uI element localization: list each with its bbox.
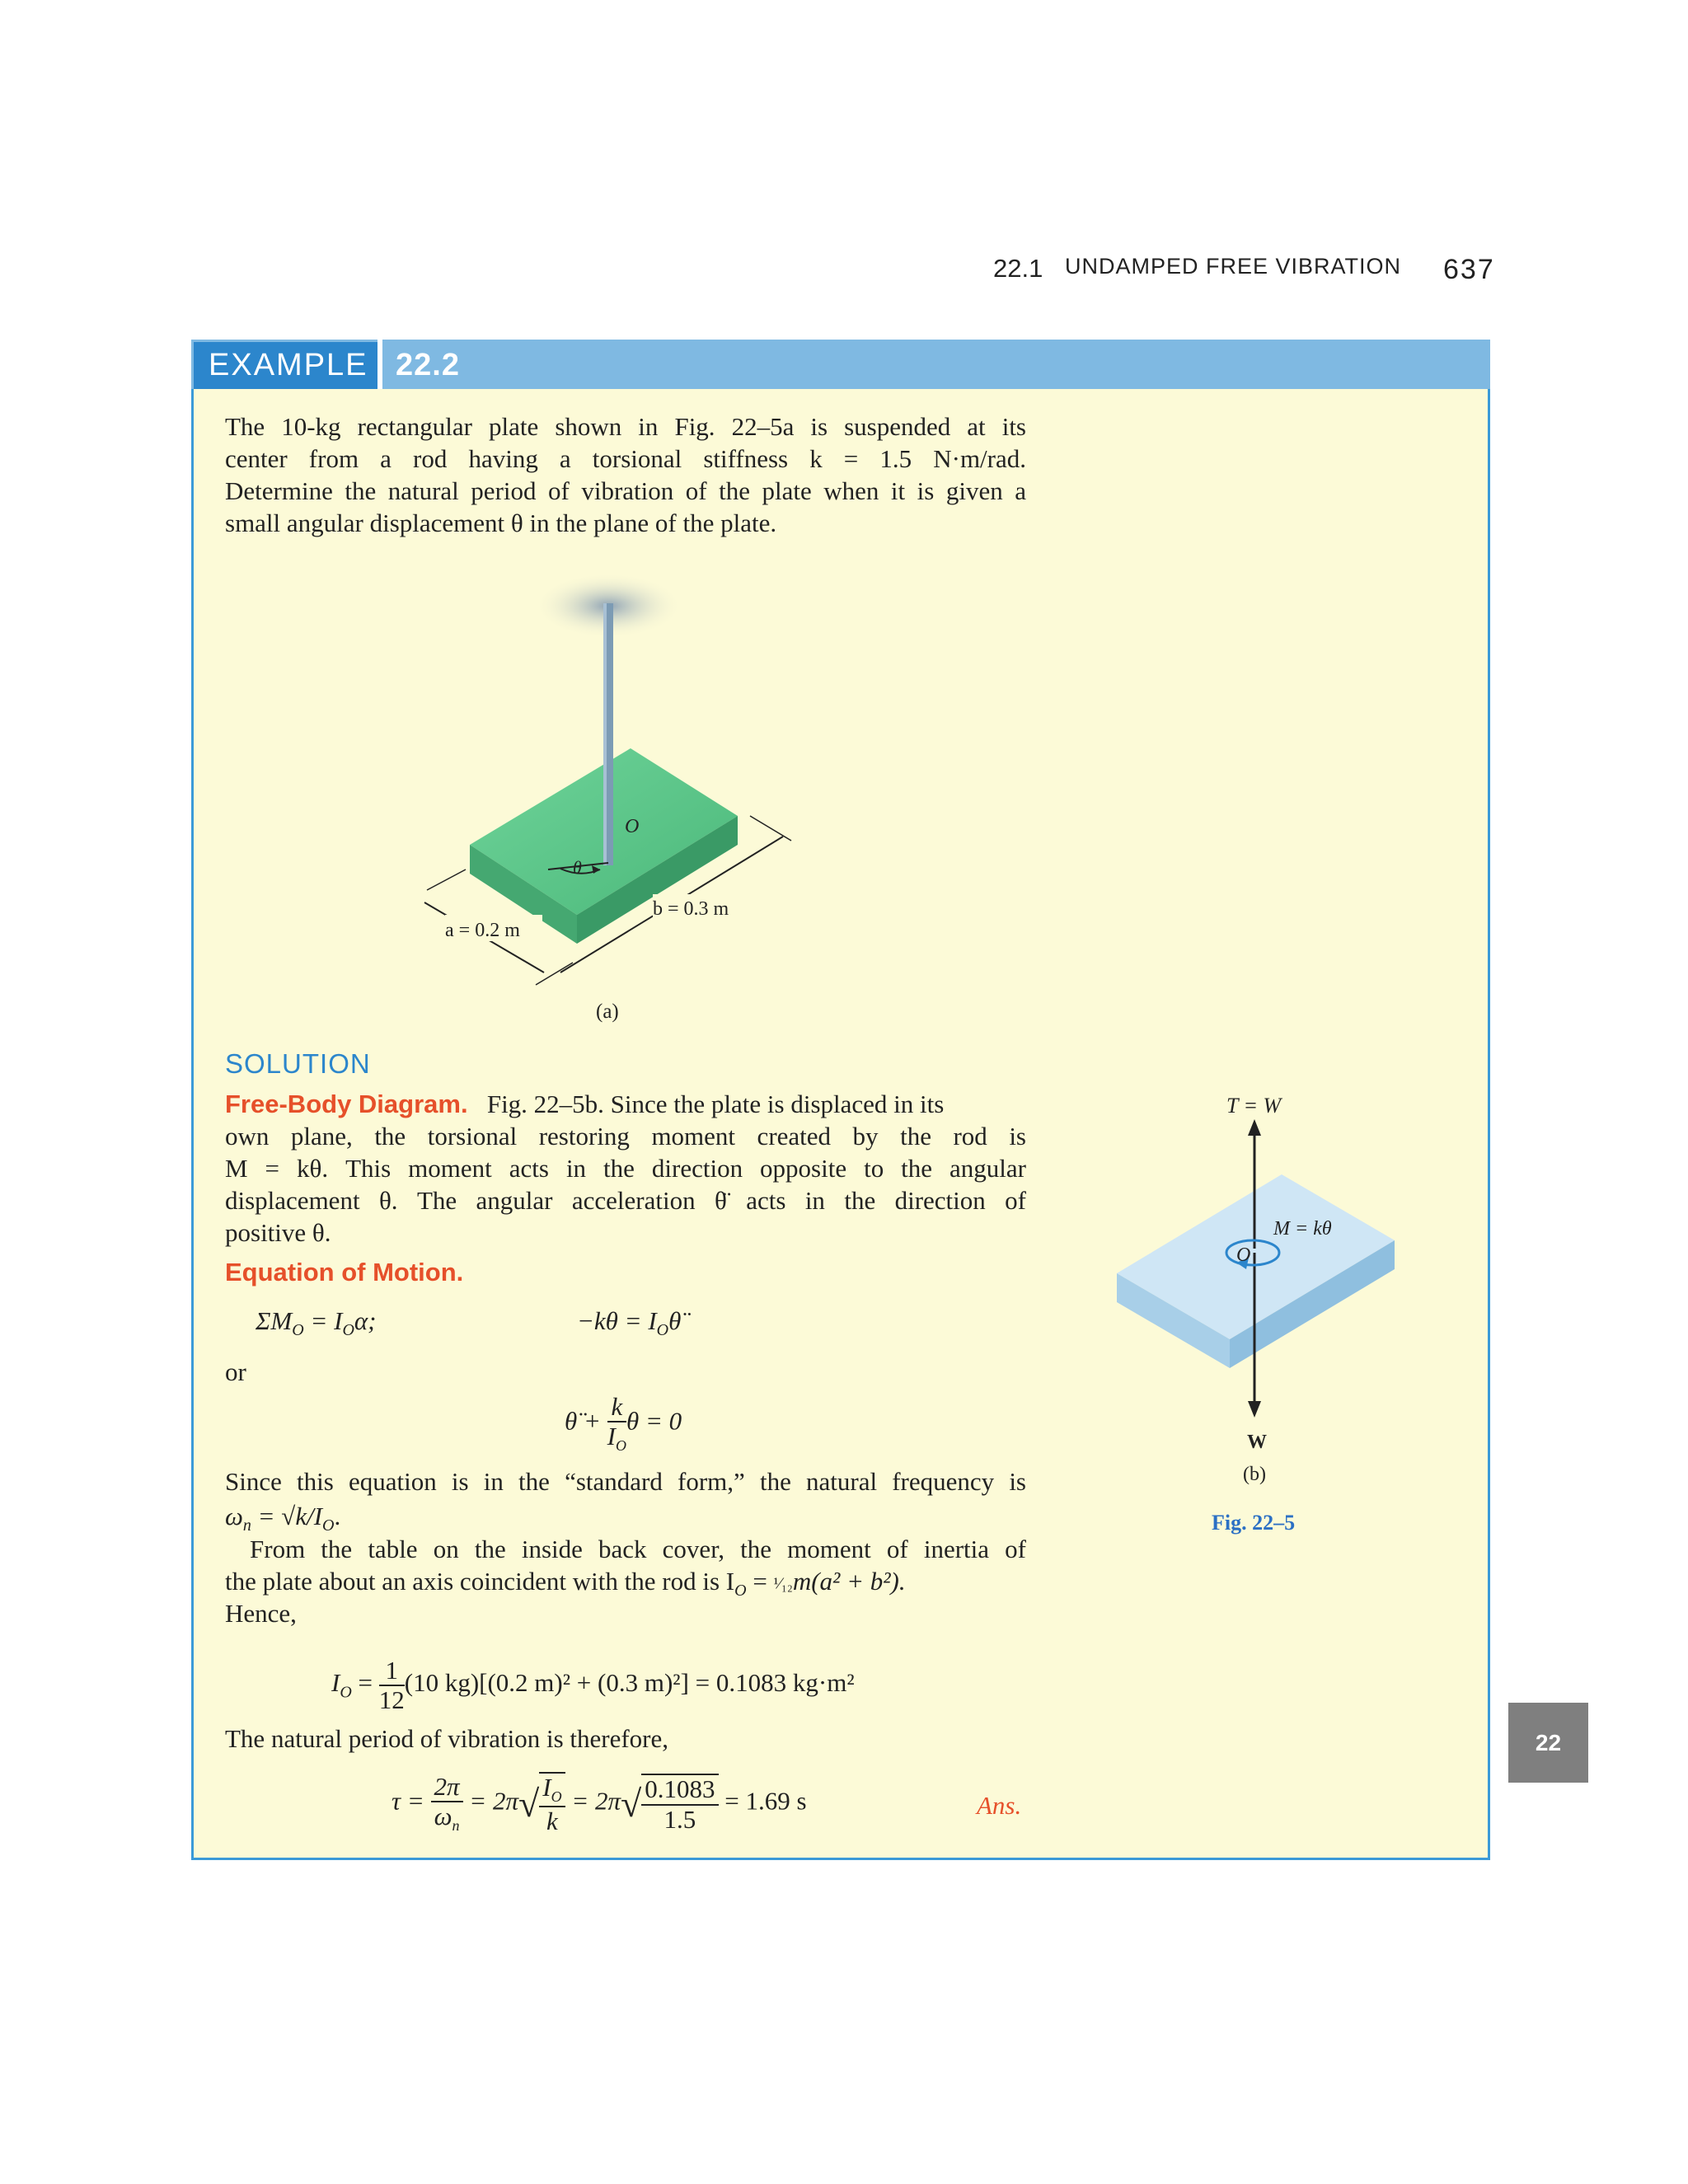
fbd-text-1: Fig. 22–5b. Since the plate is displaced in its xyxy=(486,1090,945,1118)
figure-a xyxy=(396,569,824,1030)
o-label-b: O xyxy=(1236,1244,1251,1266)
fbd-line-2: own plane, the torsional restoring moment created by the rod is xyxy=(225,1122,1026,1151)
weight-label: W xyxy=(1247,1432,1267,1453)
table-line-1: From the table on the inside back cover, the moment of inertia of xyxy=(250,1535,1026,1563)
example-number: 22.2 xyxy=(396,348,460,382)
table-line-2: the plate about an axis coincident with the rod is $I_O$ = ¹⁄₁₂m(a² + b²). xyxy=(225,1567,906,1601)
section-title: UNDAMPED FREE VIBRATION xyxy=(1065,254,1402,279)
figure-label: Fig. 22–5 xyxy=(1212,1511,1296,1535)
tension-label: T = W xyxy=(1226,1094,1282,1118)
moment-label: M = kθ xyxy=(1273,1218,1332,1240)
equation-1-right: $-k\theta = I_O\thetä$ xyxy=(577,1306,682,1340)
figure-b xyxy=(1104,1088,1418,1549)
moment-of-inertia-equation: $I_O$ = $\frac{1}{12}$ (10 kg)[(0.2 m)² + (0.3 m)²] = 0.1083 kg·m² xyxy=(331,1656,855,1715)
figure-b-caption: (b) xyxy=(1243,1464,1266,1485)
period-equation: τ = $\frac{2\pi}{\omega_n}$ = 2π√ $\frac{I_O}{k}$ = 2π√ $\frac{0.1083}{1.5}$ = 1.69 s xyxy=(392,1772,807,1835)
problem-line-4: small angular displacement θ in the plane of the plate. xyxy=(225,509,777,537)
dimension-b-label: b = 0.3 m xyxy=(653,898,729,920)
example-title-bar xyxy=(191,340,1490,389)
eom-title: Equation of Motion. xyxy=(225,1258,464,1286)
equation-2: θ̈ + $\frac{k}{I_O}$ θ = 0 xyxy=(565,1392,682,1455)
hence-text: Hence, xyxy=(225,1599,297,1628)
solution-heading: SOLUTION xyxy=(225,1048,371,1079)
example-label: EXAMPLE xyxy=(194,342,379,389)
equation-1-left: $\Sigma M_O = I_O\alpha$; xyxy=(256,1306,377,1340)
fbd-line-1 xyxy=(225,1090,944,1119)
dimension-a-label: a = 0.2 m xyxy=(445,920,520,941)
fbd-line-5: positive θ. xyxy=(225,1218,331,1247)
period-intro: The natural period of vibration is therefore, xyxy=(225,1724,668,1753)
natural-frequency: $\omega_n = √k/I_O$. xyxy=(225,1502,341,1535)
title-separator xyxy=(377,340,382,389)
answer-marker: Ans. xyxy=(977,1791,1022,1820)
section-number: 22.1 xyxy=(993,254,1043,283)
fbd-title: Free-Body Diagram. xyxy=(225,1090,468,1118)
problem-line-3: Determine the natural period of vibration of the plate when it is given a xyxy=(225,476,1026,505)
theta-label: θ xyxy=(573,857,582,878)
fbd-line-4: displacement θ. The angular acceleration θ̈ acts in the direction of xyxy=(225,1186,1026,1215)
standard-form-line: Since this equation is in the “standard form,” the natural frequency is xyxy=(225,1467,1026,1496)
chapter-tab: 22 xyxy=(1508,1703,1588,1783)
or-text: or xyxy=(225,1357,246,1386)
fbd-line-3: M = kθ. This moment acts in the direction opposite to the angular xyxy=(225,1154,1026,1183)
o-label: O xyxy=(625,816,640,837)
figure-a-caption: (a) xyxy=(596,1001,619,1023)
problem-line-1: The 10-kg rectangular plate shown in Fig. 22–5a is suspended at its xyxy=(225,412,1026,441)
page-number: 637 xyxy=(1443,254,1495,285)
problem-line-2: center from a rod having a torsional stiffness k = 1.5 N·m/rad. xyxy=(225,444,1026,473)
